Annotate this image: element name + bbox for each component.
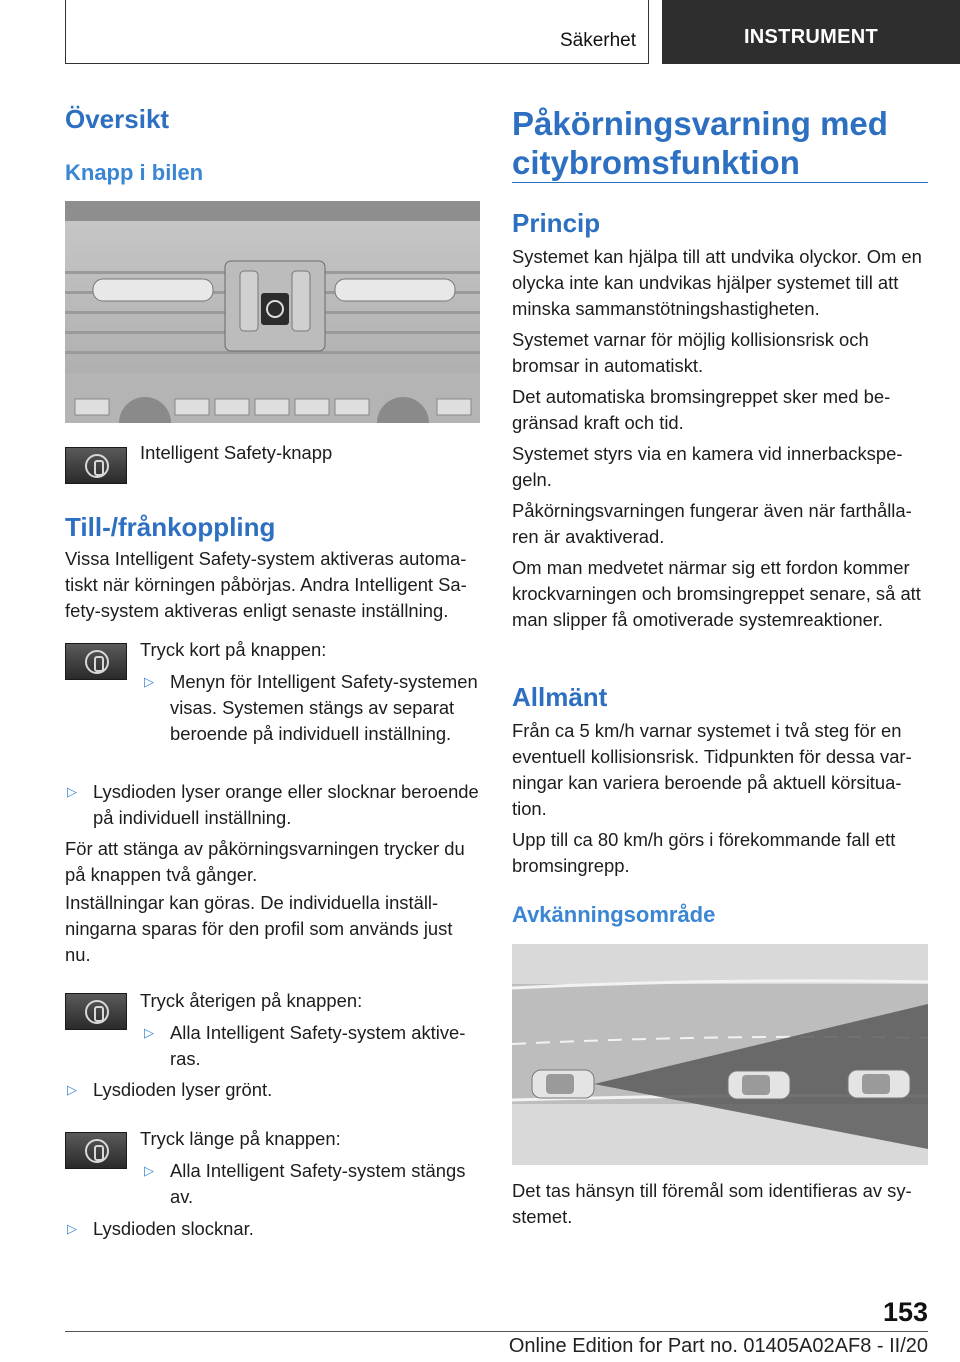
vehicle-icon — [848, 1070, 910, 1098]
general-p1: Från ca 5 km/h varnar systemet i två steg för en eventuell kollisionsrisk. Tidpunkten för dessa varningar kan variera beroende på aktuell körsituation. — [512, 720, 912, 819]
onoff-title: Till-/frånkoppling — [65, 512, 276, 542]
bullet-triangle-icon: ▷ — [67, 784, 77, 799]
page-number: 153 — [882, 1297, 928, 1327]
step2-bullet: ▷ Alla Intelligent Safety-system aktiveras. — [144, 1022, 466, 1069]
detection-caption: Det tas hänsyn till föremål som identifieras av systemet. — [512, 1180, 912, 1227]
title-rule — [512, 182, 928, 183]
step1-bullet: ▷ Menyn för Intelligent Safety-systemen visas. Systemen stängs av separat beroende på individuell inställning. — [144, 671, 478, 744]
intelligent-safety-icon — [65, 643, 127, 680]
bullet-triangle-icon: ▷ — [144, 1025, 154, 1040]
detection-illustration — [512, 944, 928, 1165]
led3-bullet: ▷ Lysdioden slocknar. — [93, 1216, 480, 1242]
step1-label: Tryck kort på knappen: — [140, 639, 327, 660]
main-title: Påkörningsvarning med citybromsfunktion — [512, 105, 888, 181]
general-p2: Upp till ca 80 km/h görs i förekommande fall ett bromsingrepp. — [512, 829, 896, 876]
button-subtitle: Knapp i bilen — [65, 160, 204, 185]
header-chapter-tab: INSTRUMENT — [662, 0, 960, 64]
bullet-triangle-icon: ▷ — [144, 1163, 154, 1178]
step3-bullet: ▷ Alla Intelligent Safety-system stängs av. — [144, 1160, 466, 1207]
principle-p1: Systemet kan hjälpa till att undvika olyckor. Om en olycka inte kan undvikas hjälper systemet till att minska sammanstötningshastigheten. — [512, 246, 922, 319]
turn-off-paragraph: För att stänga av påkörningsvarningen trycker du på knappen två gånger. — [65, 838, 465, 885]
footer-edition: Online Edition for Part no. 01405A02AF8 - II/20 — [508, 1335, 928, 1357]
led1-bullet: ▷ Lysdioden lyser orange eller slocknar beroende på individuell inställning. — [67, 781, 479, 828]
principle-p6: Om man medvetet närmar sig ett fordon kommer krockvarningen och bromsingreppet senare, så att man slipper få omotiverade systemreaktioner. — [512, 557, 921, 630]
ego-car-icon — [532, 1070, 594, 1098]
detection-area-image — [512, 944, 928, 1165]
principle-p3: Det automatiska bromsingreppet sker med begränsad kraft och tid. — [512, 386, 891, 433]
led2-bullet: ▷ Lysdioden lyser grönt. — [93, 1077, 480, 1103]
general-title: Allmänt — [512, 682, 608, 712]
principle-p4: Systemet styrs via en kamera vid innerbackspegeln. — [512, 443, 903, 490]
icon-caption: Intelligent Safety-knapp — [140, 442, 333, 463]
bullet-triangle-icon: ▷ — [67, 1082, 77, 1097]
onoff-paragraph: Vissa Intelligent Safety-system aktiveras automatiskt när körningen påbörjas. Andra Intelligent Safety-system aktiveras enligt senaste inställning. — [65, 548, 467, 621]
intelligent-safety-icon — [65, 447, 127, 484]
step3-label: Tryck länge på knappen: — [140, 1128, 341, 1149]
detection-title: Avkänningsområde — [512, 902, 716, 927]
header-section-label: Säkerhet — [559, 30, 636, 51]
footer-rule — [65, 1331, 928, 1332]
bullet-triangle-icon: ▷ — [67, 1221, 77, 1236]
intelligent-safety-icon — [65, 1132, 127, 1169]
header-section-box — [65, 0, 649, 64]
principle-title: Princip — [512, 208, 601, 238]
principle-p5: Påkörningsvarningen fungerar även när farthållaren är avaktiverad. — [512, 500, 912, 547]
bullet-triangle-icon: ▷ — [144, 674, 154, 689]
principle-p2: Systemet varnar för möjlig kollisionsrisk och bromsar in automatiskt. — [512, 329, 869, 376]
dashboard-photo — [65, 201, 480, 423]
overview-title: Översikt — [65, 104, 170, 134]
intelligent-safety-icon — [65, 993, 127, 1030]
settings-paragraph: Inställningar kan göras. De individuella inställningarna sparas för den profil som används just nu. — [65, 892, 453, 965]
vehicle-icon — [728, 1071, 790, 1099]
dashboard-illustration — [65, 201, 480, 423]
step2-label: Tryck återigen på knappen: — [140, 990, 363, 1011]
